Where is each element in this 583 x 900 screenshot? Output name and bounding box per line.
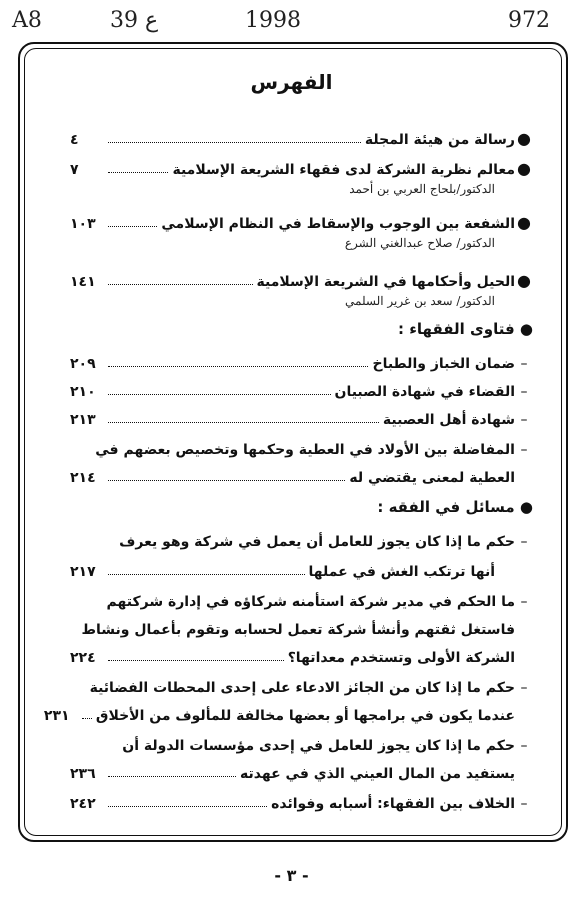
entry-title: المفاضلة بين الأولاد في العطية وحكمها وتخصيص بعضهم في bbox=[95, 442, 515, 458]
page-number: ٢١٣ bbox=[70, 412, 96, 428]
dash-icon: – bbox=[520, 594, 528, 610]
toc-entry[interactable] bbox=[70, 154, 533, 178]
dash-icon: – bbox=[520, 738, 528, 754]
bullet-icon: ● bbox=[517, 129, 531, 148]
dash-icon: – bbox=[520, 442, 528, 458]
bullet-icon: ● bbox=[514, 498, 533, 516]
entry-title: حكم ما إذا كان يجوز للعامل أن يعمل في شركة وهو يعرف bbox=[119, 534, 515, 550]
entry-title: الشفعة بين الوجوب والإسقاط في النظام الإسلامي bbox=[161, 216, 515, 232]
entry-title: الحيل وأحكامها في الشريعة الإسلامية bbox=[256, 274, 515, 290]
dash-icon: – bbox=[520, 356, 528, 372]
leader-dots bbox=[108, 574, 305, 575]
dash-icon: – bbox=[520, 384, 528, 400]
leader-dots bbox=[82, 718, 92, 719]
page-number: ٢٢٤ bbox=[70, 650, 96, 666]
page-number: ٢٣٦ bbox=[70, 766, 96, 782]
entry-title: ما الحكم في مدير شركة استأمنه شركاؤه في إدارة شركتهم bbox=[106, 594, 515, 610]
entry-title: معالم نظرية الشركة لدى فقهاء الشريعة الإسلامية bbox=[172, 162, 515, 178]
entry-title: فاستغل ثقتهم وأنشأ شركة تعمل لحسابه وتقوم بأعمال ونشاط bbox=[81, 622, 515, 638]
toc-entry-continuation bbox=[43, 700, 515, 724]
toc-entry[interactable] bbox=[70, 730, 533, 754]
page-number: ٤ bbox=[70, 132, 79, 148]
page-number: ٢١٤ bbox=[70, 470, 96, 486]
entry-title: حكم ما إذا كان يجوز للعامل في إحدى مؤسسات الدولة أن bbox=[122, 738, 515, 754]
entry-author: الدكتور/بلحاج العربي بن أحمد bbox=[349, 182, 495, 196]
dash-icon: – bbox=[520, 534, 528, 550]
page-footer-number: - ٣ - bbox=[274, 866, 309, 885]
toc-entry-continuation bbox=[70, 642, 515, 666]
page-number: ١٤١ bbox=[70, 274, 96, 290]
page-number: ٢٣١ bbox=[43, 708, 70, 724]
leader-dots bbox=[108, 776, 236, 777]
handwritten-note: 39 ع bbox=[110, 8, 159, 33]
toc-entry[interactable] bbox=[70, 404, 533, 428]
leader-dots bbox=[108, 480, 345, 481]
dash-icon: – bbox=[520, 680, 528, 696]
leader-dots bbox=[108, 806, 267, 807]
bullet-icon: ● bbox=[517, 159, 531, 178]
leader-dots bbox=[108, 142, 361, 143]
page-number: ٢٠٩ bbox=[70, 356, 96, 372]
entry-title: الشركة الأولى وتستخدم معداتها؟ bbox=[287, 650, 515, 666]
entry-title: رسالة من هيئة المجلة bbox=[364, 132, 515, 148]
section-heading: ● فتاوى الفقهاء : bbox=[398, 320, 533, 338]
toc-entry[interactable] bbox=[70, 434, 533, 458]
toc-entry[interactable] bbox=[70, 788, 533, 812]
toc-entry[interactable] bbox=[70, 124, 533, 148]
entry-title: عندما يكون في برامجها أو بعضها مخالفة للمألوف من الأخلاق bbox=[95, 708, 515, 724]
toc-entry[interactable] bbox=[70, 526, 533, 550]
page-number: ١٠٣ bbox=[70, 216, 96, 232]
entry-title: شهادة أهل العصبية bbox=[382, 412, 515, 428]
handwritten-note: 972 bbox=[508, 8, 550, 33]
handwritten-note: A8 bbox=[12, 8, 42, 33]
entry-title: ضمان الخباز والطباخ bbox=[372, 356, 515, 372]
toc-entry[interactable] bbox=[70, 348, 533, 372]
page-number: ٢٤٢ bbox=[70, 796, 96, 812]
entry-title: الخلاف بين الفقهاء: أسبابه وفوائده bbox=[271, 796, 515, 812]
entry-title: أنها ترتكب الغش في عملها bbox=[308, 564, 495, 580]
dash-icon: – bbox=[520, 796, 528, 812]
toc-entry-continuation bbox=[70, 758, 515, 782]
handwritten-year: 1998 bbox=[245, 8, 301, 33]
bullet-icon: ● bbox=[514, 320, 533, 338]
entry-title: حكم ما إذا كان من الجائز الادعاء على إحدى المحطات الفضائية bbox=[89, 680, 515, 696]
leader-dots bbox=[108, 422, 379, 423]
entry-title: القضاء في شهادة الصبيان bbox=[334, 384, 515, 400]
toc-entry-continuation bbox=[70, 556, 495, 580]
toc-entry[interactable] bbox=[70, 208, 533, 232]
leader-dots bbox=[108, 660, 284, 661]
dash-icon: – bbox=[520, 412, 528, 428]
toc-entry-continuation bbox=[70, 614, 515, 638]
page-number: ٧ bbox=[70, 162, 79, 178]
toc-entry[interactable] bbox=[70, 672, 533, 696]
bullet-icon: ● bbox=[517, 213, 531, 232]
entry-author: الدكتور/ صلاح عبدالغني الشرع bbox=[344, 236, 495, 250]
page-number: ٢١٠ bbox=[70, 384, 96, 400]
toc-entry-continuation bbox=[70, 462, 515, 486]
entry-author: الدكتور/ سعد بن غرير السلمي bbox=[345, 294, 495, 308]
leader-dots bbox=[108, 226, 157, 227]
toc-entry[interactable] bbox=[70, 586, 533, 610]
entry-title: يستفيد من المال العيني الذي في عهدته bbox=[240, 766, 515, 782]
toc-entry[interactable] bbox=[70, 266, 533, 290]
leader-dots bbox=[108, 284, 253, 285]
toc-entry[interactable] bbox=[70, 376, 533, 400]
entry-title: العطية لمعنى يقتضي له bbox=[349, 470, 515, 486]
page-title: الفهرس bbox=[250, 70, 333, 94]
leader-dots bbox=[108, 366, 368, 367]
bullet-icon: ● bbox=[517, 271, 531, 290]
leader-dots bbox=[108, 394, 331, 395]
page-number: ٢١٧ bbox=[70, 564, 96, 580]
section-heading: ● مسائل في الفقه : bbox=[377, 498, 533, 516]
leader-dots bbox=[108, 172, 168, 173]
